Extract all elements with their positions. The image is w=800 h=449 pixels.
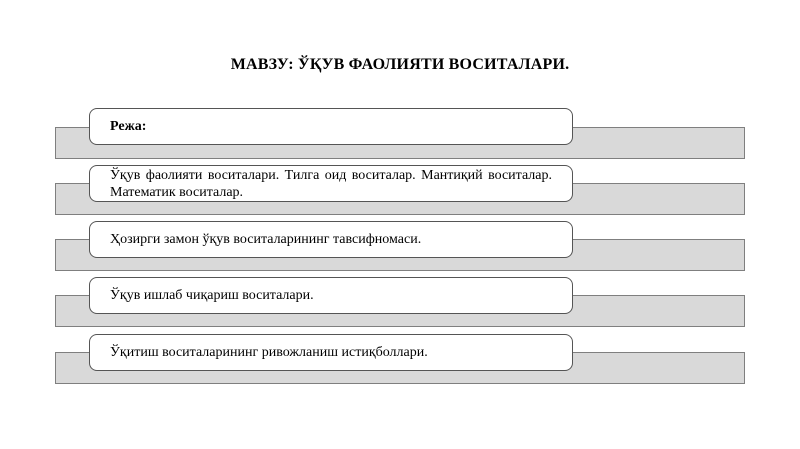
plan-label: Режа: — [110, 119, 147, 134]
plan-item-box-1 — [89, 165, 573, 202]
plan-item-row-2 — [0, 221, 800, 281]
plan-item-box-4 — [89, 334, 573, 371]
plan-item-row-4 — [0, 334, 800, 394]
slide-title: МАВЗУ: ЎҚУВ ФАОЛИЯТИ ВОСИТАЛАРИ. — [230, 56, 570, 73]
plan-item-box-2 — [89, 221, 573, 258]
plan-item-row-3 — [0, 277, 800, 337]
plan-row — [0, 108, 800, 168]
plan-label-box — [89, 108, 573, 145]
plan-item-box-3 — [89, 277, 573, 314]
plan-item-row-1 — [0, 165, 800, 225]
plan-item-4: Ўқитиш воситаларининг ривожланиш истиқболлари. — [110, 345, 428, 360]
plan-item-3: Ўқув ишлаб чиқариш воситалари. — [110, 288, 314, 303]
plan-item-2: Ҳозирги замон ўқув воситаларининг тавсифномаси. — [110, 232, 422, 247]
plan-item-1: Ўқув фаолияти воситалари. Тилга оид воситалар. Мантиқий воситалар. Математик воситалар. — [110, 167, 552, 200]
